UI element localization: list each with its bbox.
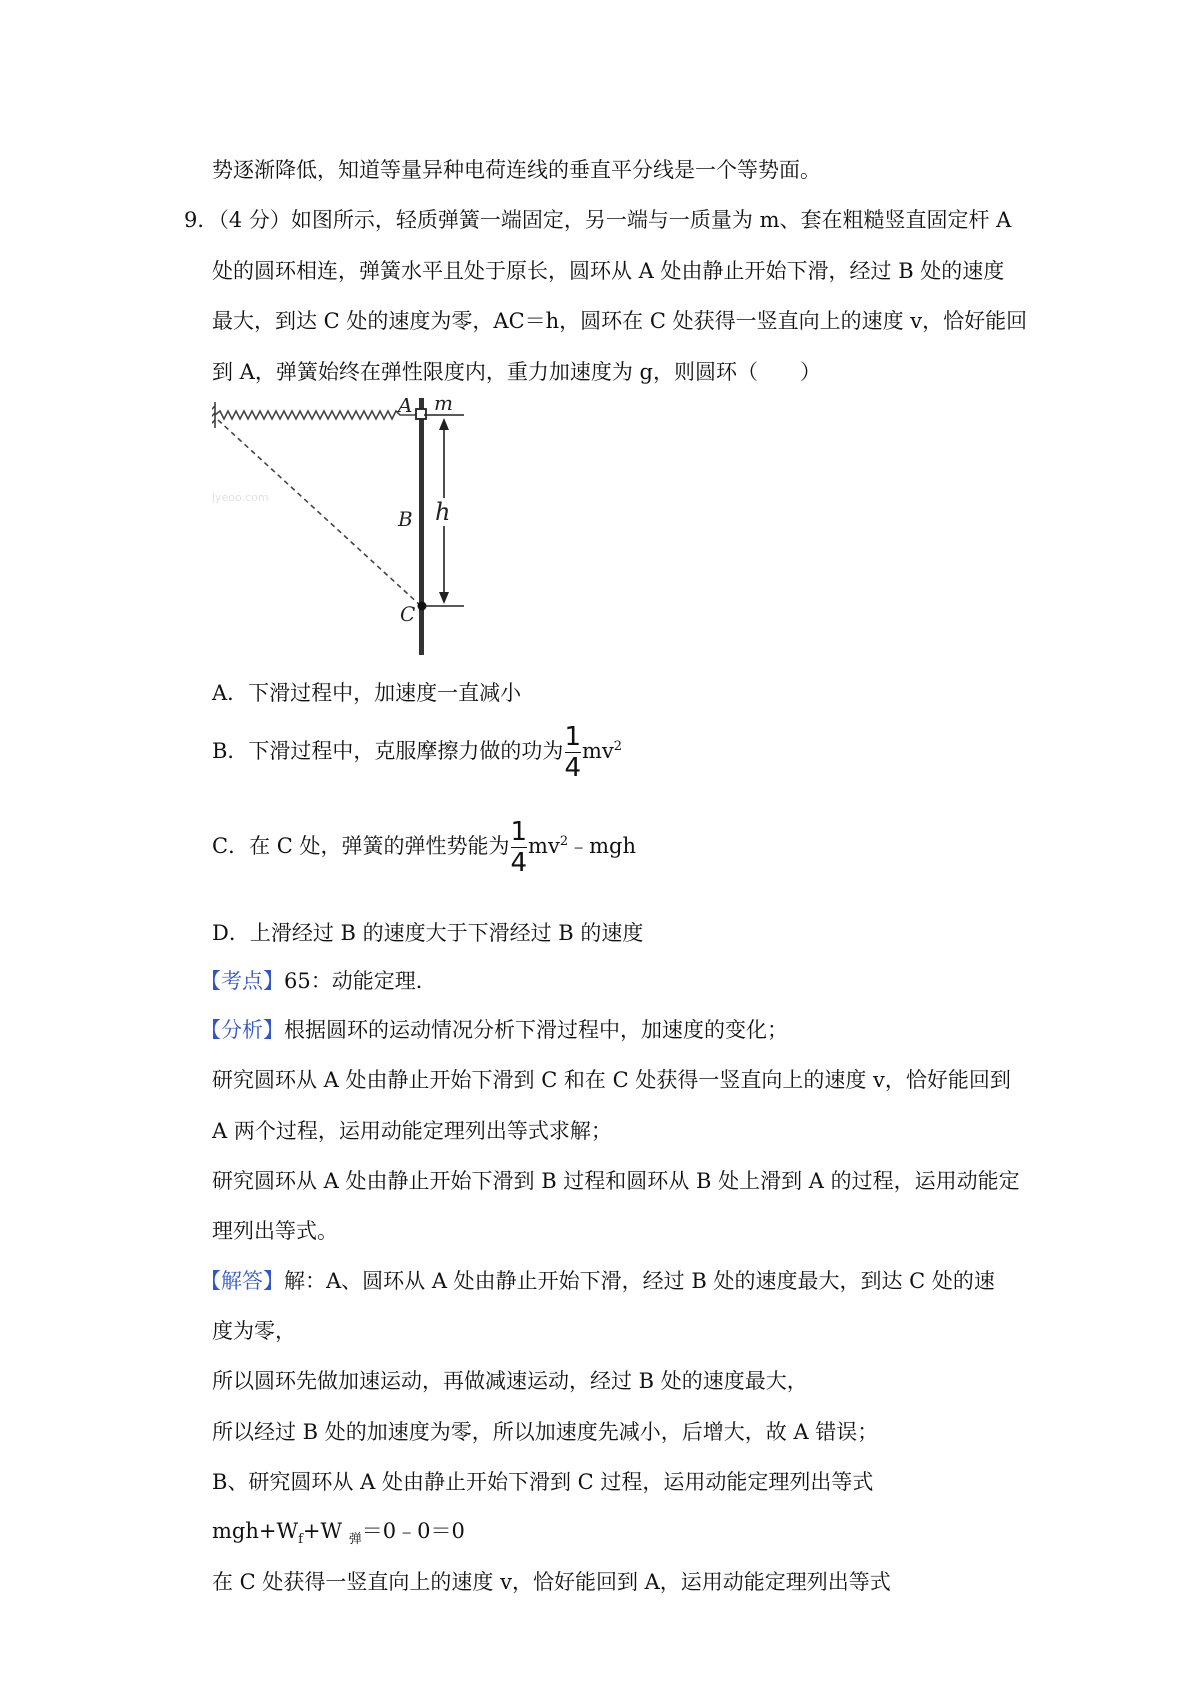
jieda-line-5: B、研究圆环从 A 处由静止开始下滑到 C 过程，运用动能定理列出等式 [212,1470,874,1494]
fenxi-line-1: 【分析】根据圆环的运动情况分析下滑过程中，加速度的变化； [200,1018,788,1042]
vertical-rod [419,398,424,655]
option-b: B．下滑过程中，克服摩擦力做的功为 $\frac{1}{4}$ $mv^2$ [212,722,623,783]
fraction-one-quarter: $\frac{1}{4}$ [564,722,581,783]
jieda-tag: 【解答】 [200,1269,284,1293]
ring-at-a [416,409,426,419]
question-line-3: 最大，到达 C 处的速度为零，AC＝h，圆环在 C 处获得一竖直向上的速度 v，恰好能回 [212,309,1028,333]
fraction-one-quarter: $\frac{1}{4}$ [510,817,528,878]
fenxi-line-5: 理列出等式。 [212,1219,338,1243]
label-c: C [400,602,416,626]
h-arrowhead-up [439,418,449,430]
option-c: C．在 C 处，弹簧的弹性势能为 $\frac{1}{4}$ $mv^2﹣mgh$ [212,817,636,878]
fenxi-tag: 【分析】 [200,1018,284,1042]
label-b: B [398,507,413,531]
jieda-line-1: 【解答】解：A、圆环从 A 处由静止开始下滑，经过 B 处的速度最大，到达 C 处的速 [200,1269,995,1293]
spring [215,411,418,419]
watermark: jyeoo.com [212,491,269,504]
dashed-line-to-c [218,420,421,606]
label-a: A [398,398,413,417]
option-d: D．上滑经过 B 的速度大于下滑经过 B 的速度 [212,921,644,945]
label-h: h [435,498,451,526]
jieda-line-2: 度为零， [212,1319,296,1343]
intro-line: 势逐渐降低，知道等量异种电荷连线的垂直平分线是一个等势面。 [212,158,821,182]
fenxi-line-2: 研究圆环从 A 处由静止开始下滑到 C 和在 C 处获得一竖直向上的速度 v，恰好能回到 [212,1068,1011,1092]
question-line-1: 9．（4 分）如图所示，轻质弹簧一端固定，另一端与一质量为 m、套在粗糙竖直固定杆 A [184,208,1012,232]
h-arrowhead-down [439,592,449,604]
label-m: m [434,398,453,415]
question-line-2: 处的圆环相连，弹簧水平且处于原长，圆环从 A 处由静止开始下滑，经过 B 处的速度 [212,259,1005,283]
question-line-4: 到 A，弹簧始终在弹性限度内，重力加速度为 g，则圆环（ ） [212,360,821,384]
fenxi-line-3: A 两个过程，运用动能定理列出等式求解； [212,1119,612,1143]
spring-ring-figure [212,398,472,658]
wall-hatch [212,402,215,428]
jieda-line-3: 所以圆环先做加速运动，再做减速运动，经过 B 处的速度最大， [212,1369,808,1393]
kaodian-tag: 【考点】 [200,969,284,993]
equation-line: $mgh+W_f+W$ $_弹$＝0﹣0＝0 [212,1519,465,1548]
kaodian-line: 【考点】65：动能定理． [200,969,437,993]
jieda-last-line: 在 C 处获得一竖直向上的速度 v，恰好能回到 A，运用动能定理列出等式 [212,1570,891,1594]
fenxi-line-4: 研究圆环从 A 处由静止开始下滑到 B 过程和圆环从 B 处上滑到 A 的过程，运用动能定 [212,1169,1020,1193]
jieda-line-4: 所以经过 B 处的加速度为零，所以加速度先减小，后增大，故 A 错误； [212,1420,879,1444]
option-a: A．下滑过程中，加速度一直减小 [212,681,522,705]
